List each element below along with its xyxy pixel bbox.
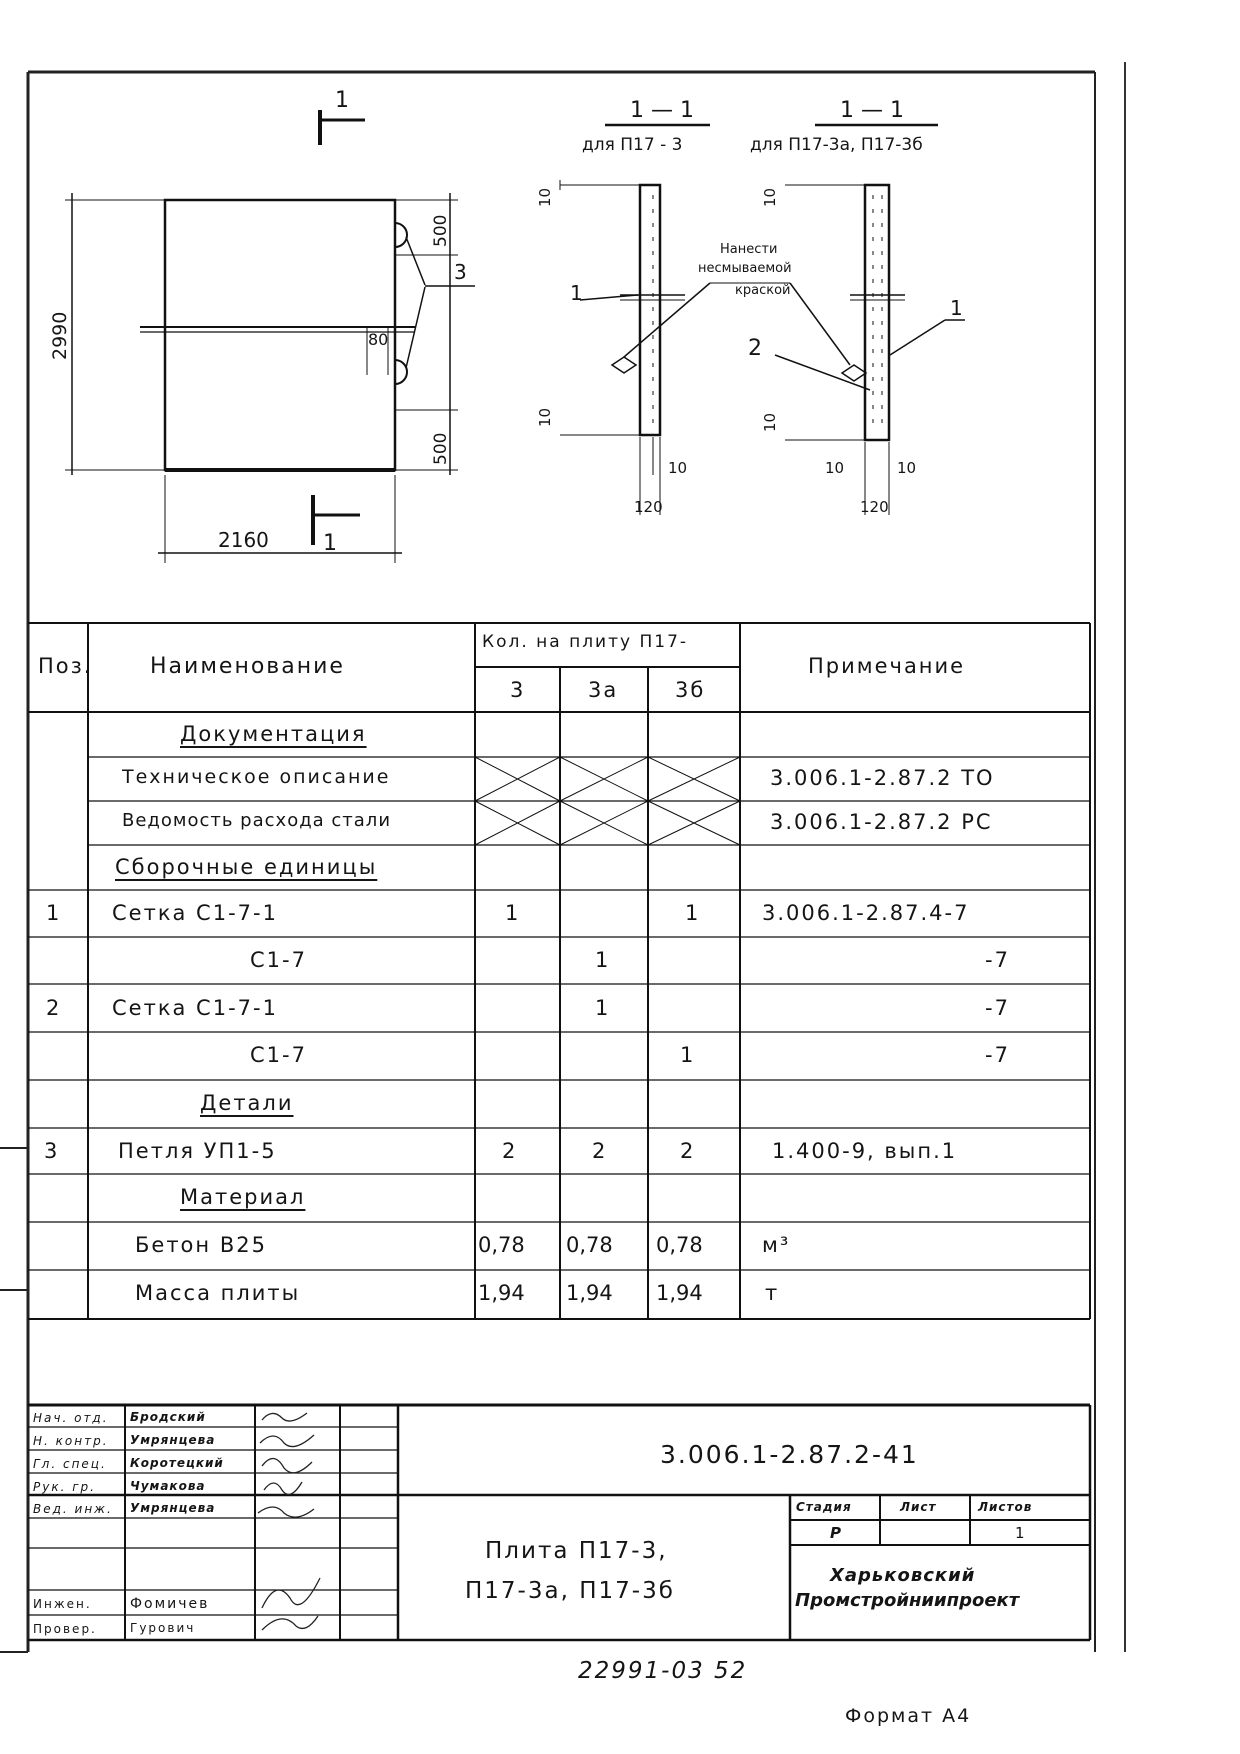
row-loop-q1: 2 [502, 1139, 518, 1163]
role-2: Гл. спец. [33, 1457, 107, 1471]
name-6: Фомичев [130, 1596, 210, 1612]
sheet-label: Лист [900, 1500, 937, 1514]
row-docs-name: Документация [180, 722, 367, 746]
sec1-sub: для П17 - 3 [582, 135, 683, 155]
name-1: Умрянцева [130, 1433, 216, 1447]
row-techdesc-name: Техническое описание [122, 766, 391, 788]
row-mesh1-note: 3.006.1-2.87.4-7 [762, 901, 970, 925]
row-mass-q1: 1,94 [478, 1281, 525, 1305]
role-4: Вед. инж. [33, 1502, 113, 1516]
row-concrete-note: м³ [762, 1233, 791, 1257]
callout-1b: 1 [950, 296, 963, 320]
row-steel-name: Ведомость расхода стали [122, 810, 392, 831]
org-line-2: Промстройниипроект [795, 1590, 1020, 1611]
dim-mid: 80 [368, 330, 389, 349]
sec2-title: 1 — 1 [840, 98, 904, 123]
doc-code: 3.006.1-2.87.2-41 [660, 1440, 919, 1469]
dim-10f: 10 [825, 459, 845, 477]
row-assembly-name: Сборочные единицы [115, 855, 378, 879]
row-mesh2b-q3: 1 [680, 1043, 696, 1067]
stage-value: Р [830, 1524, 843, 1542]
role-0: Нач. отд. [33, 1411, 109, 1425]
stage-label: Стадия [796, 1500, 852, 1514]
dim-120b: 120 [860, 498, 889, 516]
header-qty: Кол. на плиту П17- [482, 632, 689, 652]
row-mass-q3: 1,94 [656, 1281, 703, 1305]
row-loop-q2: 2 [592, 1139, 608, 1163]
sec2-sub: для П17-3а, П17-3б [750, 135, 923, 155]
row-mesh2b-name: С1-7 [250, 1043, 307, 1067]
paint-note-1: Нанести [720, 242, 778, 257]
dim-bottom: 500 [431, 432, 451, 465]
row-techdesc-note: 3.006.1-2.87.2 ТО [770, 766, 995, 790]
row-loop-pos: 3 [44, 1139, 60, 1163]
row-concrete-name: Бетон В25 [135, 1233, 267, 1257]
row-mesh1b-name: С1-7 [250, 948, 307, 972]
footer-format: Формат А4 [845, 1705, 972, 1727]
dim-10a: 10 [536, 187, 554, 207]
row-mesh1-q1: 1 [505, 901, 521, 925]
row-mass-q2: 1,94 [566, 1281, 613, 1305]
name-7: Гурович [130, 1621, 196, 1635]
callout-2: 2 [748, 336, 762, 361]
dim-120a: 120 [634, 498, 663, 516]
row-mesh2b-note: -7 [985, 1043, 1010, 1067]
row-loop-name: Петля УП1-5 [118, 1139, 277, 1163]
dim-10e: 10 [761, 412, 779, 432]
name-3: Чумакова [130, 1479, 206, 1493]
row-concrete-q2: 0,78 [566, 1233, 613, 1257]
header-pos: Поз. [38, 654, 93, 678]
row-steel-note: 3.006.1-2.87.2 РС [770, 810, 993, 834]
header-q1: 3 [510, 678, 526, 702]
sec1-title: 1 — 1 [630, 98, 694, 123]
row-material-name: Материал [180, 1185, 306, 1209]
dim-top: 500 [431, 214, 451, 247]
dim-10g: 10 [897, 459, 917, 477]
row-mesh2-pos: 2 [46, 996, 62, 1020]
row-mesh1b-q2: 1 [595, 948, 611, 972]
name-0: Бродский [130, 1410, 206, 1424]
dim-height: 2990 [49, 311, 71, 360]
role-1: Н. контр. [33, 1434, 109, 1448]
role-7: Провер. [33, 1622, 97, 1636]
header-q2: 3а [588, 678, 619, 702]
section-marker-top: 1 [335, 88, 349, 113]
name-2: Коротецкий [130, 1456, 224, 1470]
paint-note-2: несмываемой [698, 261, 792, 276]
dim-10c: 10 [668, 459, 688, 477]
row-loop-q3: 2 [680, 1139, 696, 1163]
role-3: Рук. гр. [33, 1480, 96, 1494]
dim-10d: 10 [761, 187, 779, 207]
paint-note-3: краской [735, 283, 791, 298]
header-note: Примечание [808, 654, 966, 678]
dim-10b: 10 [536, 407, 554, 427]
sheets-label: Листов [978, 1500, 1033, 1514]
row-mass-note: т [765, 1281, 780, 1305]
role-6: Инжен. [33, 1597, 92, 1611]
callout-loop: 3 [454, 260, 467, 284]
row-mesh1b-note: -7 [985, 948, 1010, 972]
header-q3: 3б [675, 678, 706, 702]
row-loop-note: 1.400-9, вып.1 [772, 1139, 958, 1163]
footer-number: 22991-03 52 [578, 1658, 748, 1684]
title-line-2: П17-3а, П17-3б [465, 1578, 675, 1604]
section-marker-bottom: 1 [323, 531, 337, 556]
row-mesh1-pos: 1 [46, 901, 62, 925]
row-mesh2-note: -7 [985, 996, 1010, 1020]
title-line-1: Плита П17-3, [485, 1538, 668, 1564]
org-line-1: Харьковский [830, 1565, 976, 1586]
row-mesh2-name: Сетка С1-7-1 [112, 996, 278, 1020]
row-mesh2-q2: 1 [595, 996, 611, 1020]
row-mesh1-q3: 1 [685, 901, 701, 925]
sheets-value: 1 [1015, 1524, 1027, 1542]
row-concrete-q1: 0,78 [478, 1233, 525, 1257]
row-details-name: Детали [200, 1091, 294, 1115]
row-mesh1-name: Сетка С1-7-1 [112, 901, 278, 925]
callout-1a: 1 [570, 281, 583, 305]
header-name: Наименование [150, 654, 345, 679]
row-concrete-q3: 0,78 [656, 1233, 703, 1257]
row-mass-name: Масса плиты [135, 1281, 301, 1305]
name-4: Умрянцева [130, 1501, 216, 1515]
dim-width: 2160 [218, 528, 269, 552]
